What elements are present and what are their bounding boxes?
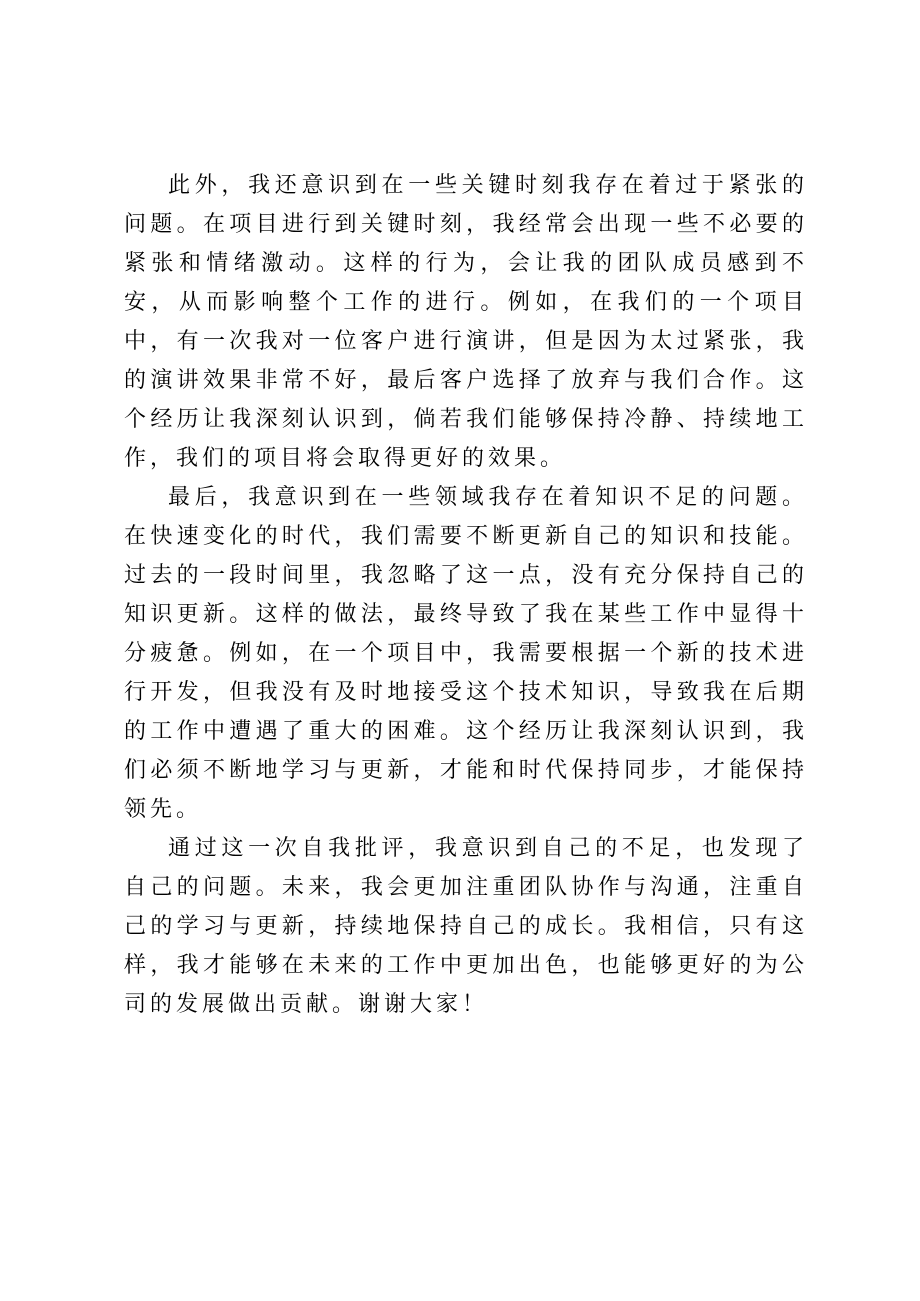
document-body (124, 166, 808, 1024)
paragraph-tension: 此外，我还意识到在一些关键时刻我存在着过于紧张的问题。在项目进行到关键时刻，我经常会出现一些不必要的紧张和情绪激动。这样的行为，会让我的团队成员感到不安，从而影响整个工作的进行。例如，在我们的一个项目中，有一次我对一位客户进行演讲，但是因为太过紧张，我的演讲效果非常不好，最后客户选择了放弃与我们合作。这个经历让我深刻认识到，倘若我们能够保持冷静、持续地工作，我们的项目将会取得更好的效果。 (124, 173, 808, 471)
paragraph-knowledge: 最后，我意识到在一些领域我存在着知识不足的问题。在快速变化的时代，我们需要不断更新自己的知识和技能。过去的一段时间里，我忽略了这一点，没有充分保持自己的知识更新。这样的做法，最终导致了我在某些工作中显得十分疲惫。例如，在一个项目中，我需要根据一个新的技术进行开发，但我没有及时地接受这个技术知识，导致我在后期的工作中遭遇了重大的困难。这个经历让我深刻认识到，我们必须不断地学习与更新，才能和时代保持同步，才能保持领先。 (124, 485, 808, 822)
paragraph-conclusion: 通过这一次自我批评，我意识到自己的不足，也发现了自己的问题。未来，我会更加注重团队协作与沟通，注重自己的学习与更新，持续地保持自己的成长。我相信，只有这样，我才能够在未来的工作中更加出色，也能够更好的为公司的发展做出贡献。谢谢大家！ (124, 836, 808, 1017)
